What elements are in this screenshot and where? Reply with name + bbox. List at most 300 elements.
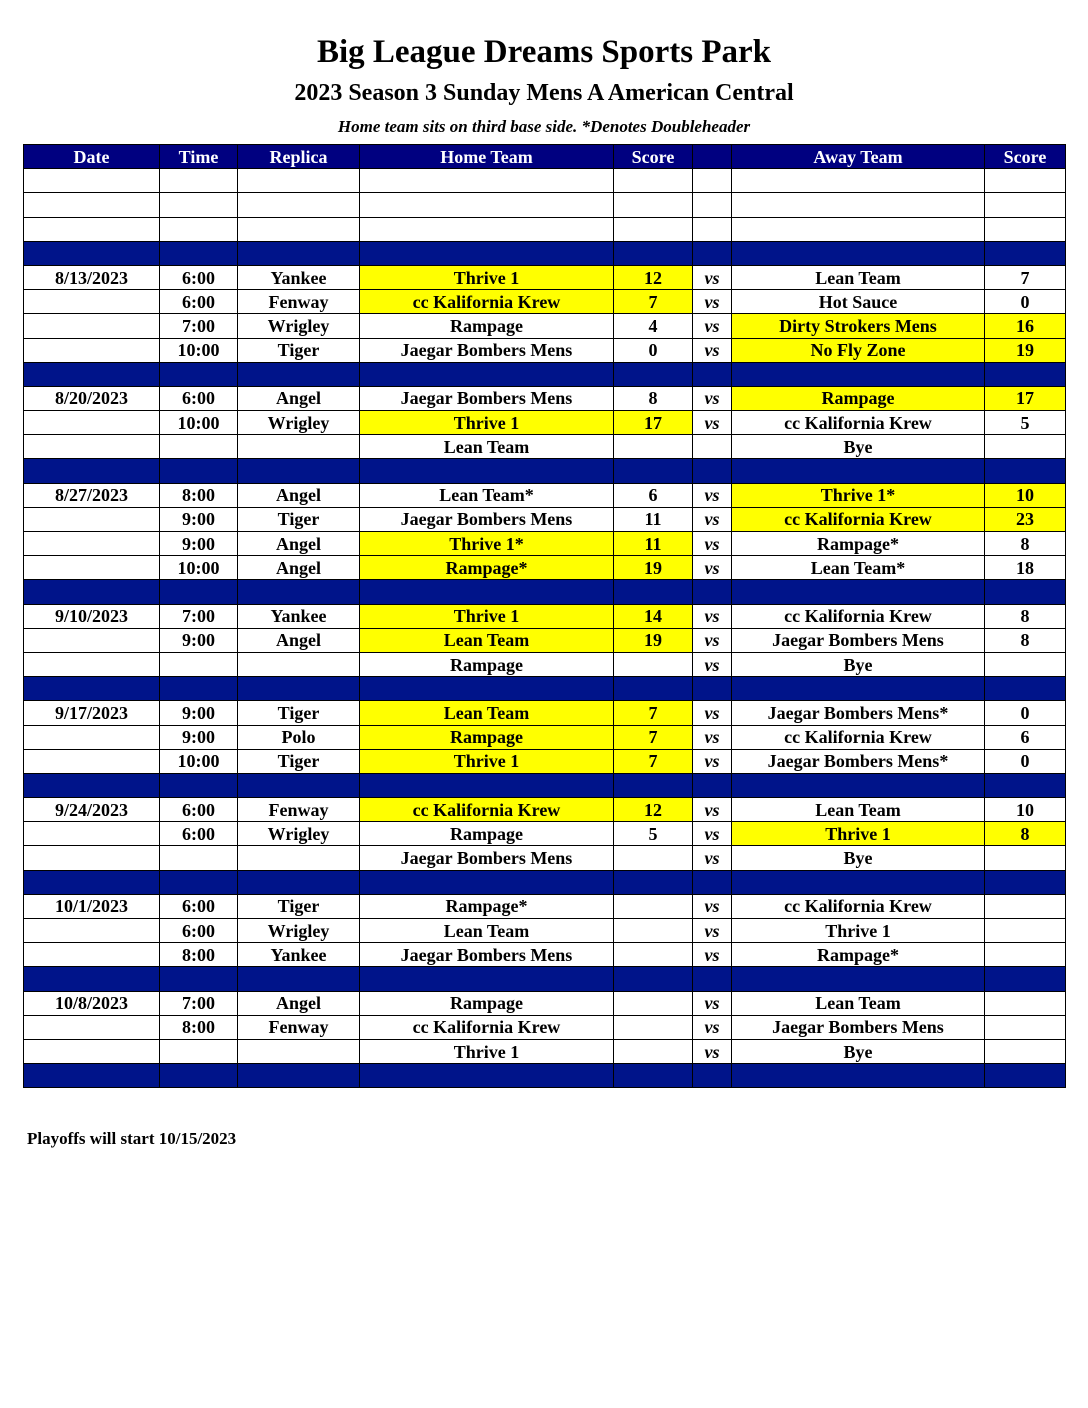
home-team-cell: Thrive 1* <box>360 532 614 556</box>
home-score-cell: 19 <box>614 556 693 580</box>
separator-cell <box>360 677 614 701</box>
blank-cell <box>732 217 985 241</box>
separator-cell <box>614 677 693 701</box>
blank-row <box>24 217 1066 241</box>
home-score-cell <box>614 652 693 676</box>
separator-cell <box>160 967 238 991</box>
vs-cell <box>693 435 732 459</box>
blank-row <box>24 193 1066 217</box>
vs-cell: vs <box>693 411 732 435</box>
away-team-cell: cc Kalifornia Krew <box>732 604 985 628</box>
home-score-cell <box>614 1015 693 1039</box>
separator-cell <box>985 459 1066 483</box>
column-header-home-team: Home Team <box>360 145 614 169</box>
game-row <box>24 556 1066 580</box>
separator-cell <box>732 773 985 797</box>
game-date-cell <box>24 411 160 435</box>
away-team-cell: Lean Team <box>732 265 985 289</box>
game-date-cell <box>24 749 160 773</box>
separator-cell <box>693 773 732 797</box>
game-date-cell: 9/17/2023 <box>24 701 160 725</box>
away-team-cell: Dirty Strokers Mens <box>732 314 985 338</box>
separator-cell <box>693 580 732 604</box>
blank-cell <box>985 217 1066 241</box>
field-replica-cell: Tiger <box>238 338 360 362</box>
blank-cell <box>238 193 360 217</box>
game-time-cell: 7:00 <box>160 314 238 338</box>
home-score-cell: 12 <box>614 265 693 289</box>
field-replica-cell: Angel <box>238 628 360 652</box>
column-header-date: Date <box>24 145 160 169</box>
blank-cell <box>693 169 732 193</box>
column-header-replica: Replica <box>238 145 360 169</box>
field-replica-cell: Polo <box>238 725 360 749</box>
separator-cell <box>614 580 693 604</box>
column-header-time: Time <box>160 145 238 169</box>
away-team-cell: Jaegar Bombers Mens <box>732 1015 985 1039</box>
home-team-cell: Rampage <box>360 822 614 846</box>
field-replica-cell <box>238 846 360 870</box>
field-replica-cell: Tiger <box>238 894 360 918</box>
home-team-cell: Jaegar Bombers Mens <box>360 846 614 870</box>
separator-cell <box>24 362 160 386</box>
away-score-cell: 23 <box>985 507 1066 531</box>
separator-row <box>24 580 1066 604</box>
home-score-cell <box>614 846 693 870</box>
game-row <box>24 894 1066 918</box>
home-team-cell: Lean Team* <box>360 483 614 507</box>
game-row <box>24 483 1066 507</box>
game-date-cell <box>24 314 160 338</box>
blank-cell <box>985 169 1066 193</box>
away-score-cell: 8 <box>985 822 1066 846</box>
vs-cell: vs <box>693 894 732 918</box>
separator-cell <box>614 241 693 265</box>
blank-cell <box>732 169 985 193</box>
game-date-cell <box>24 822 160 846</box>
field-replica-cell: Wrigley <box>238 822 360 846</box>
field-replica-cell: Wrigley <box>238 411 360 435</box>
home-score-cell: 8 <box>614 386 693 410</box>
separator-row <box>24 677 1066 701</box>
field-replica-cell: Fenway <box>238 798 360 822</box>
separator-cell <box>985 580 1066 604</box>
vs-cell: vs <box>693 701 732 725</box>
game-row <box>24 1039 1066 1063</box>
away-score-cell <box>985 894 1066 918</box>
home-score-cell: 7 <box>614 749 693 773</box>
game-time-cell: 9:00 <box>160 701 238 725</box>
separator-cell <box>614 1064 693 1088</box>
game-time-cell: 6:00 <box>160 265 238 289</box>
separator-cell <box>238 677 360 701</box>
away-score-cell <box>985 1039 1066 1063</box>
blank-cell <box>24 169 160 193</box>
field-replica-cell: Angel <box>238 556 360 580</box>
home-score-cell: 11 <box>614 532 693 556</box>
separator-cell <box>732 870 985 894</box>
field-replica-cell: Angel <box>238 483 360 507</box>
game-time-cell: 9:00 <box>160 725 238 749</box>
home-score-cell: 6 <box>614 483 693 507</box>
vs-cell: vs <box>693 507 732 531</box>
away-score-cell <box>985 943 1066 967</box>
vs-cell: vs <box>693 798 732 822</box>
home-team-cell: Jaegar Bombers Mens <box>360 386 614 410</box>
vs-cell: vs <box>693 749 732 773</box>
field-replica-cell: Tiger <box>238 749 360 773</box>
separator-cell <box>614 773 693 797</box>
separator-row <box>24 362 1066 386</box>
separator-cell <box>985 241 1066 265</box>
column-header-vs <box>693 145 732 169</box>
game-date-cell <box>24 556 160 580</box>
separator-cell <box>614 967 693 991</box>
separator-cell <box>732 967 985 991</box>
away-team-cell: Bye <box>732 846 985 870</box>
away-team-cell: Rampage <box>732 386 985 410</box>
home-score-cell: 7 <box>614 290 693 314</box>
game-time-cell: 8:00 <box>160 943 238 967</box>
table-header-row <box>24 145 1066 169</box>
separator-cell <box>614 870 693 894</box>
game-time-cell <box>160 1039 238 1063</box>
vs-cell: vs <box>693 1015 732 1039</box>
game-time-cell: 6:00 <box>160 822 238 846</box>
blank-cell <box>360 169 614 193</box>
game-row <box>24 628 1066 652</box>
separator-cell <box>360 459 614 483</box>
away-team-cell: Rampage* <box>732 532 985 556</box>
away-score-cell: 6 <box>985 725 1066 749</box>
game-date-cell <box>24 725 160 749</box>
separator-cell <box>693 362 732 386</box>
game-time-cell <box>160 435 238 459</box>
game-row <box>24 338 1066 362</box>
home-score-cell: 19 <box>614 628 693 652</box>
field-replica-cell: Angel <box>238 532 360 556</box>
game-row <box>24 919 1066 943</box>
game-time-cell: 6:00 <box>160 798 238 822</box>
vs-cell: vs <box>693 628 732 652</box>
column-header-away-score: Score <box>985 145 1066 169</box>
game-date-cell: 10/1/2023 <box>24 894 160 918</box>
separator-cell <box>238 580 360 604</box>
game-time-cell: 6:00 <box>160 894 238 918</box>
game-time-cell: 10:00 <box>160 749 238 773</box>
separator-cell <box>24 967 160 991</box>
game-row <box>24 604 1066 628</box>
field-replica-cell: Yankee <box>238 265 360 289</box>
away-score-cell <box>985 1015 1066 1039</box>
field-replica-cell <box>238 652 360 676</box>
separator-cell <box>238 362 360 386</box>
game-time-cell: 10:00 <box>160 338 238 362</box>
game-date-cell: 8/13/2023 <box>24 265 160 289</box>
home-team-cell: Rampage* <box>360 556 614 580</box>
separator-cell <box>238 459 360 483</box>
separator-cell <box>732 677 985 701</box>
field-replica-cell: Wrigley <box>238 919 360 943</box>
home-score-cell: 12 <box>614 798 693 822</box>
separator-cell <box>360 580 614 604</box>
home-score-cell: 7 <box>614 701 693 725</box>
away-team-cell: Rampage* <box>732 943 985 967</box>
separator-cell <box>360 241 614 265</box>
away-team-cell: Jaegar Bombers Mens* <box>732 701 985 725</box>
vs-cell: vs <box>693 822 732 846</box>
home-score-cell: 7 <box>614 725 693 749</box>
field-replica-cell: Angel <box>238 386 360 410</box>
game-time-cell: 8:00 <box>160 1015 238 1039</box>
separator-cell <box>24 1064 160 1088</box>
separator-cell <box>360 967 614 991</box>
separator-cell <box>24 773 160 797</box>
separator-cell <box>360 773 614 797</box>
separator-cell <box>160 459 238 483</box>
game-row <box>24 435 1066 459</box>
away-score-cell <box>985 919 1066 943</box>
game-date-cell <box>24 628 160 652</box>
vs-cell: vs <box>693 265 732 289</box>
away-team-cell: Thrive 1 <box>732 822 985 846</box>
blank-cell <box>360 193 614 217</box>
game-time-cell: 10:00 <box>160 556 238 580</box>
field-replica-cell: Angel <box>238 991 360 1015</box>
away-score-cell: 5 <box>985 411 1066 435</box>
blank-cell <box>614 193 693 217</box>
away-team-cell: Thrive 1 <box>732 919 985 943</box>
away-team-cell: Lean Team* <box>732 556 985 580</box>
game-date-cell: 8/27/2023 <box>24 483 160 507</box>
vs-cell: vs <box>693 290 732 314</box>
separator-cell <box>693 967 732 991</box>
game-time-cell: 6:00 <box>160 919 238 943</box>
separator-cell <box>160 773 238 797</box>
separator-cell <box>985 677 1066 701</box>
separator-cell <box>985 967 1066 991</box>
separator-cell <box>693 459 732 483</box>
home-team-cell: Rampage <box>360 991 614 1015</box>
game-time-cell: 6:00 <box>160 290 238 314</box>
away-team-cell: Jaegar Bombers Mens* <box>732 749 985 773</box>
separator-cell <box>160 677 238 701</box>
away-score-cell: 10 <box>985 483 1066 507</box>
game-row <box>24 991 1066 1015</box>
home-team-cell: Rampage* <box>360 894 614 918</box>
separator-row <box>24 241 1066 265</box>
away-team-cell: Lean Team <box>732 991 985 1015</box>
home-team-cell: Thrive 1 <box>360 1039 614 1063</box>
game-date-cell <box>24 532 160 556</box>
blank-cell <box>985 193 1066 217</box>
blank-cell <box>614 169 693 193</box>
game-date-cell <box>24 1015 160 1039</box>
game-row <box>24 386 1066 410</box>
home-score-cell <box>614 435 693 459</box>
blank-cell <box>160 169 238 193</box>
away-score-cell <box>985 846 1066 870</box>
separator-cell <box>24 459 160 483</box>
game-date-cell: 8/20/2023 <box>24 386 160 410</box>
game-row <box>24 749 1066 773</box>
game-row <box>24 411 1066 435</box>
field-replica-cell <box>238 435 360 459</box>
playoffs-note: Playoffs will start 10/15/2023 <box>27 1129 237 1148</box>
schedule-body <box>24 169 1066 1088</box>
away-team-cell: Hot Sauce <box>732 290 985 314</box>
separator-row <box>24 1064 1066 1088</box>
separator-cell <box>160 580 238 604</box>
game-row <box>24 314 1066 338</box>
separator-cell <box>693 870 732 894</box>
home-score-cell <box>614 991 693 1015</box>
game-date-cell <box>24 919 160 943</box>
game-time-cell <box>160 846 238 870</box>
separator-cell <box>732 580 985 604</box>
game-row <box>24 701 1066 725</box>
blank-cell <box>160 217 238 241</box>
separator-cell <box>24 870 160 894</box>
separator-cell <box>360 1064 614 1088</box>
blank-cell <box>24 193 160 217</box>
away-team-cell: Bye <box>732 652 985 676</box>
separator-cell <box>238 870 360 894</box>
game-row <box>24 265 1066 289</box>
vs-cell: vs <box>693 338 732 362</box>
home-score-cell: 14 <box>614 604 693 628</box>
away-score-cell: 16 <box>985 314 1066 338</box>
away-team-cell: Bye <box>732 435 985 459</box>
away-score-cell: 8 <box>985 628 1066 652</box>
home-score-cell <box>614 919 693 943</box>
game-date-cell <box>24 507 160 531</box>
field-replica-cell: Tiger <box>238 507 360 531</box>
separator-cell <box>238 773 360 797</box>
page-title: Big League Dreams Sports Park <box>316 34 772 70</box>
field-replica-cell: Yankee <box>238 943 360 967</box>
vs-cell: vs <box>693 1039 732 1063</box>
game-date-cell: 9/24/2023 <box>24 798 160 822</box>
home-score-cell: 0 <box>614 338 693 362</box>
game-time-cell: 9:00 <box>160 507 238 531</box>
blank-cell <box>238 217 360 241</box>
vs-cell: vs <box>693 532 732 556</box>
away-score-cell: 7 <box>985 265 1066 289</box>
home-team-cell: Lean Team <box>360 628 614 652</box>
away-score-cell <box>985 652 1066 676</box>
separator-cell <box>360 362 614 386</box>
separator-cell <box>160 362 238 386</box>
game-time-cell <box>160 652 238 676</box>
home-score-cell: 5 <box>614 822 693 846</box>
home-team-cell: Jaegar Bombers Mens <box>360 943 614 967</box>
page-note: Home team sits on third base side. *Denotes Doubleheader <box>337 117 751 136</box>
away-team-cell: Bye <box>732 1039 985 1063</box>
game-row <box>24 725 1066 749</box>
game-date-cell <box>24 943 160 967</box>
field-replica-cell: Yankee <box>238 604 360 628</box>
away-score-cell: 0 <box>985 290 1066 314</box>
separator-cell <box>24 241 160 265</box>
away-team-cell: Thrive 1* <box>732 483 985 507</box>
home-score-cell: 4 <box>614 314 693 338</box>
vs-cell: vs <box>693 652 732 676</box>
separator-cell <box>985 1064 1066 1088</box>
game-row <box>24 1015 1066 1039</box>
separator-cell <box>732 362 985 386</box>
separator-cell <box>614 362 693 386</box>
column-header-away-team: Away Team <box>732 145 985 169</box>
separator-row <box>24 773 1066 797</box>
game-row <box>24 798 1066 822</box>
separator-cell <box>614 459 693 483</box>
game-time-cell: 9:00 <box>160 628 238 652</box>
game-date-cell <box>24 435 160 459</box>
home-score-cell <box>614 943 693 967</box>
vs-cell: vs <box>693 483 732 507</box>
vs-cell: vs <box>693 314 732 338</box>
away-team-cell: cc Kalifornia Krew <box>732 725 985 749</box>
home-team-cell: cc Kalifornia Krew <box>360 798 614 822</box>
away-team-cell: cc Kalifornia Krew <box>732 507 985 531</box>
game-time-cell: 9:00 <box>160 532 238 556</box>
home-team-cell: Thrive 1 <box>360 604 614 628</box>
separator-cell <box>238 1064 360 1088</box>
game-time-cell: 8:00 <box>160 483 238 507</box>
game-row <box>24 507 1066 531</box>
game-row <box>24 846 1066 870</box>
game-date-cell <box>24 652 160 676</box>
game-row <box>24 943 1066 967</box>
vs-cell: vs <box>693 919 732 943</box>
home-team-cell: cc Kalifornia Krew <box>360 1015 614 1039</box>
field-replica-cell <box>238 1039 360 1063</box>
separator-cell <box>985 773 1066 797</box>
away-team-cell: No Fly Zone <box>732 338 985 362</box>
game-row <box>24 822 1066 846</box>
blank-cell <box>732 193 985 217</box>
away-team-cell: cc Kalifornia Krew <box>732 411 985 435</box>
separator-cell <box>985 870 1066 894</box>
separator-cell <box>732 241 985 265</box>
away-score-cell: 18 <box>985 556 1066 580</box>
game-time-cell: 7:00 <box>160 991 238 1015</box>
field-replica-cell: Fenway <box>238 1015 360 1039</box>
separator-row <box>24 870 1066 894</box>
home-team-cell: Jaegar Bombers Mens <box>360 338 614 362</box>
away-score-cell <box>985 435 1066 459</box>
home-team-cell: Thrive 1 <box>360 265 614 289</box>
game-row <box>24 652 1066 676</box>
game-row <box>24 290 1066 314</box>
home-team-cell: Jaegar Bombers Mens <box>360 507 614 531</box>
separator-cell <box>985 362 1066 386</box>
field-replica-cell: Wrigley <box>238 314 360 338</box>
away-score-cell: 0 <box>985 749 1066 773</box>
game-date-cell <box>24 1039 160 1063</box>
blank-cell <box>360 217 614 241</box>
away-score-cell: 19 <box>985 338 1066 362</box>
home-team-cell: cc Kalifornia Krew <box>360 290 614 314</box>
game-date-cell: 10/8/2023 <box>24 991 160 1015</box>
separator-cell <box>160 241 238 265</box>
blank-row <box>24 169 1066 193</box>
blank-cell <box>160 193 238 217</box>
vs-cell: vs <box>693 386 732 410</box>
vs-cell: vs <box>693 725 732 749</box>
home-score-cell <box>614 1039 693 1063</box>
